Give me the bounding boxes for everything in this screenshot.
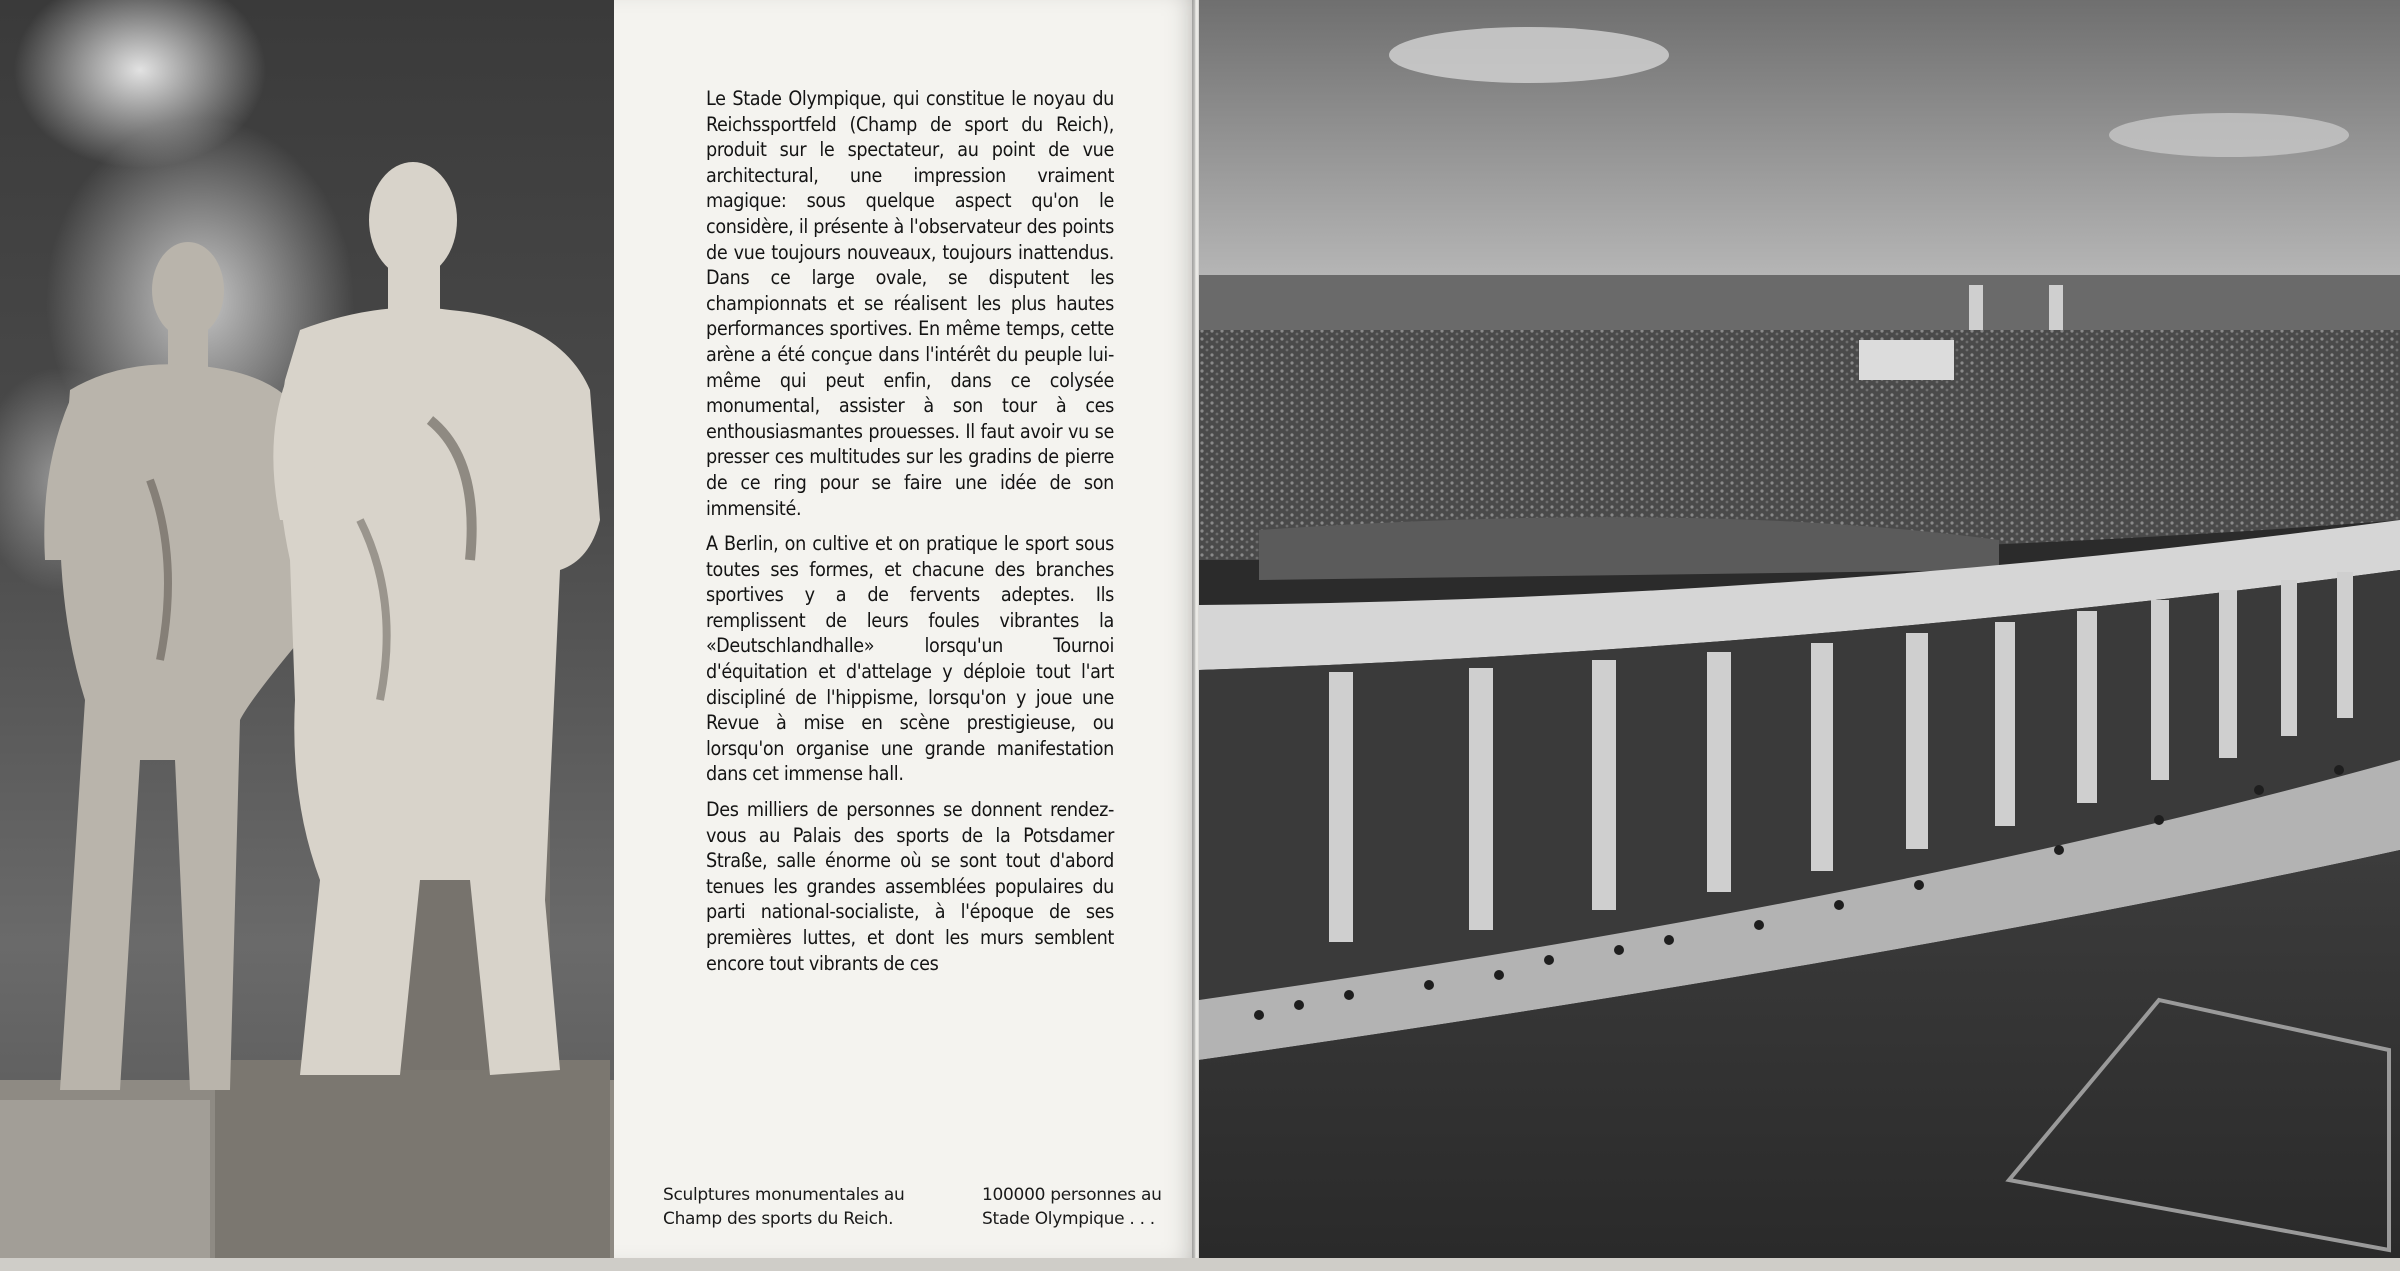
article-text [706, 86, 1114, 986]
cloud-1 [1389, 27, 1669, 83]
stadium-photo [1199, 0, 2400, 1258]
cloud-2 [2109, 113, 2349, 157]
pedestal-left-block [0, 1100, 210, 1258]
caption-sculptures: Sculptures monumentales au Champ des sports du Reich. [663, 1185, 905, 1229]
paragraph-2: A Berlin, on cultive et on pratique le sport sous toutes ses formes, et chacune des branches sportives y a de fervents adeptes. Ils remplissent de leurs foules vibrantes la «Deutschlandhalle» lorsqu'un Tournoi d'équitation et d'attelage y déploie tout l'art discipliné de l'hippisme, lorsqu'on y joue une Revue à mise en scène prestigieuse, ou lorsqu'on organise une grande manifestation dans cet immense hall. [706, 532, 1114, 786]
scoreboard [1859, 340, 1954, 380]
right-page [1199, 0, 2400, 1258]
paragraph-3: Des milliers de personnes se donnent rendez-vous au Palais des sports de la Potsdamer Straße, salle énorme où se sont tout d'abord tenues les grandes assemblées populaires du parti national-socialiste, à l'époque de ses premières luttes, et dont les murs semblent encore tout vibrants de ces [706, 798, 1114, 975]
caption-stadium: 100000 personnes au Stade Olympique . . . [982, 1185, 1162, 1229]
city-horizon [1199, 275, 2400, 330]
page-bottom-edge [0, 1258, 2400, 1271]
paragraph-1: Le Stade Olympique, qui constitue le noyau du Reichssportfeld (Champ de sport du Reich), produit sur le spectateur, au point de vue architectural, une impression vraiment magique: sous quelque aspect qu'on le considère, il présente à l'observateur des points de vue toujours nouveaux, toujours inattendus. Dans ce large ovale, se disputent les championnats et se réalisent les plus hautes performances sportives. En même temps, cette arène a été conçue dans l'intérêt du peuple lui-même qui peut enfin, dans ce colysée monumental, assister à son tour à ces enthousiasmantes prouesses. Il faut avoir vu se presser ces multitudes sur les gradins de pierre de ce ring pour se faire une idée de son immensité. [706, 87, 1114, 520]
pedestal-right-block [215, 1060, 610, 1258]
sculptures-illustration [0, 0, 614, 1258]
left-page [0, 0, 1195, 1258]
left-statue [44, 242, 300, 1090]
sculptures-photo [0, 0, 614, 1258]
